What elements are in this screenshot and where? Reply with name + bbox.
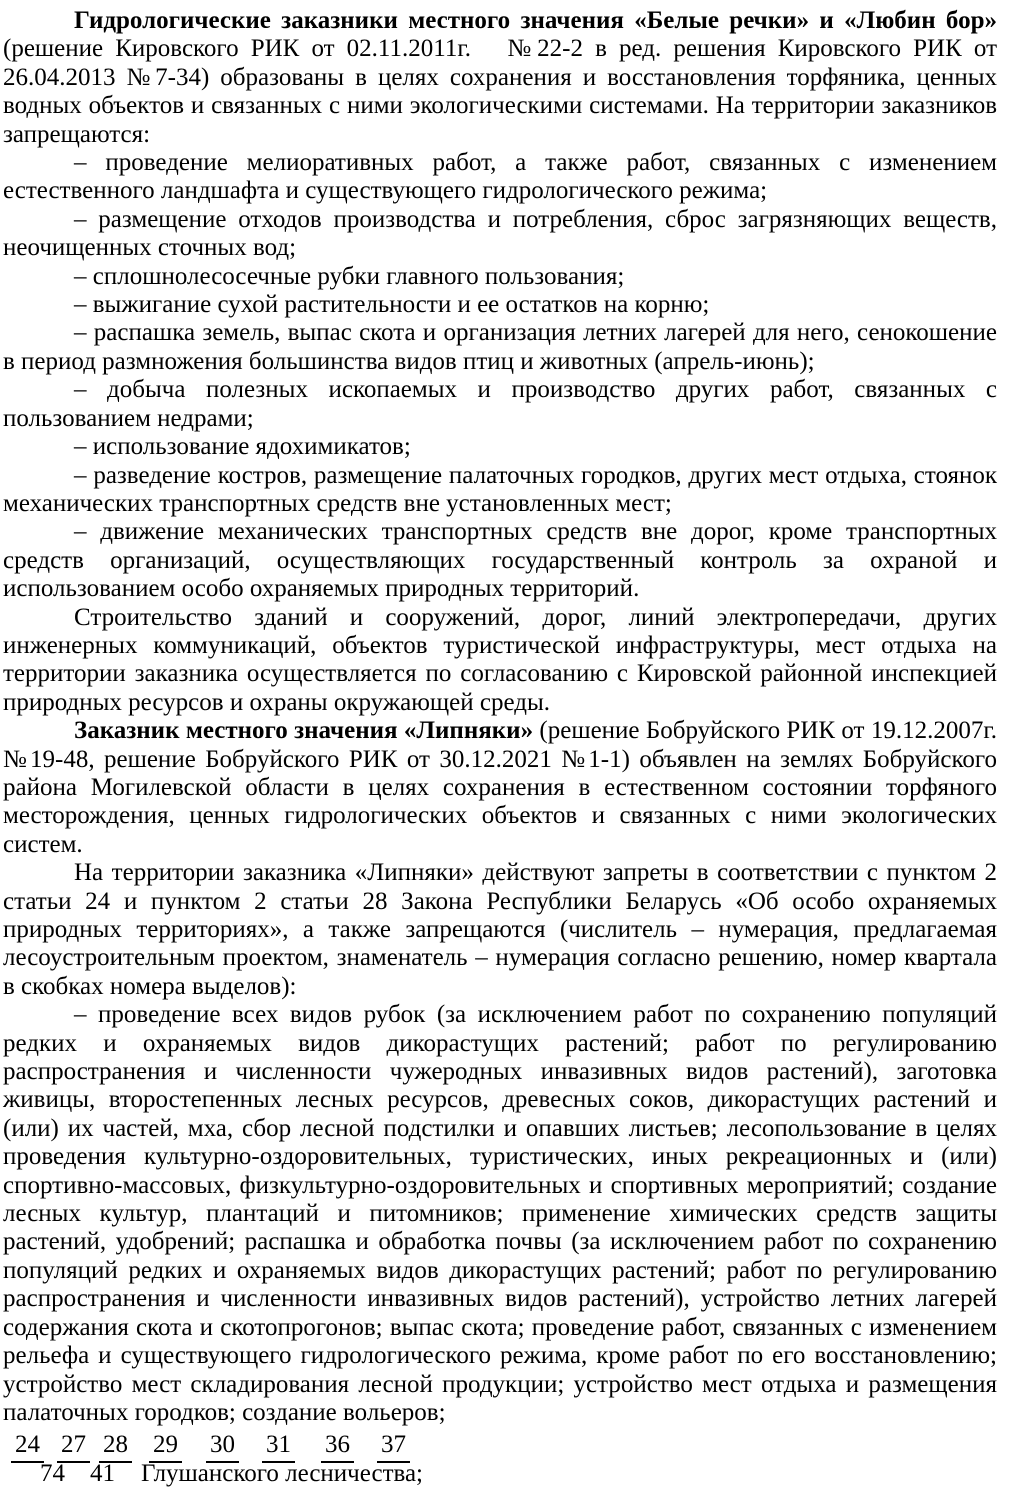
quarter-numbers-denominator-row [3, 1460, 997, 1489]
prohibition-item-melioration [3, 149, 997, 206]
quarter-numerator: 36 [321, 1431, 354, 1462]
paragraph-text: – добыча полезных ископаемых и производство других работ, связанных с пользованием недрами; [3, 376, 997, 432]
paragraph-text: – движение механических транспортных средств вне дорог, кроме транспортных средств организаций, осуществляющих государственный контроль за охраной и использованием особо охраняемых природных территорий. [3, 518, 997, 603]
paragraph-text: – размещение отходов производства и потребления, сброс загрязняющих веществ, неочищенных сточных вод; [3, 205, 997, 262]
paragraph-text: – проведение мелиоративных работ, а также работ, связанных с изменением естественного ландшафта и существующего гидрологического режима; [3, 149, 997, 205]
quarter-numerator: 24 [11, 1431, 44, 1462]
quarter-denominator: 74 [40, 1460, 65, 1488]
prohibition-item-waste [3, 206, 997, 263]
quarter-numerator: 28 [99, 1431, 132, 1462]
reserve-name-bold-lipnyaki: Заказник местного значения «Липняки» [74, 717, 534, 745]
lipnyaki-paragraph [3, 717, 997, 859]
intro-paragraph-belye-rechki [3, 7, 997, 149]
quarter-numbers-numerator-row [3, 1431, 997, 1460]
prohibition-item-campfires [3, 462, 997, 519]
paragraph-text: – использование ядохимикатов; [74, 433, 411, 461]
prohibition-item-clearcut [3, 263, 997, 291]
prohibition-item-logging-detailed [3, 1001, 997, 1427]
quarter-numerator: 27 [57, 1431, 90, 1462]
prohibition-item-plowing [3, 319, 997, 376]
quarter-numerator: 37 [377, 1431, 410, 1462]
paragraph-text: Строительство зданий и сооружений, дорог, линий электропередачи, других инженерных коммуникаций, объектов туристической инфраструктуры, мест отдыха на территории заказника осуществляется по согласованию с Кировской районной инспекцией природных ресурсов и охраны окружающей среды. [3, 603, 997, 716]
paragraph-text: – распашка земель, выпас скота и организация летних лагерей для него, сенокошение в период размножения большинства видов птиц и животных (апрель-июнь); [3, 319, 997, 375]
quarter-numerator: 29 [149, 1431, 182, 1462]
prohibition-item-mining [3, 376, 997, 433]
reserve-name-bold-belye-rechki: Гидрологические заказники местного значения «Белые речки» и «Любин бор» [74, 7, 997, 34]
paragraph-text: – проведение всех видов рубок (за исключением работ по сохранению популяций редких и охраняемых видов дикорастущих растений; работ по регулированию распространения и численности чужеродных инвазивных видов растений), заготовка живицы, второстепенных лесных ресурсов, древесных соков, дикорастущих растений и (или) их частей, мха, сбор лесной подстилки и опавших листьев; лесопользование в целях проведения культурно-оздоровительных, туристических, иных рекреационных и (или) спортивно-массовых, физкультурно-оздоровительных и спортивных мероприятий; создание лесных культур, плантаций и питомников; применение химических средств защиты растений, удобрений; распашка и обработка почвы (за исключением работ по сохранению популяций редких и охраняемых видов дикорастущих растений; работ по регулированию распространения и численности инвазивных видов растений), устройство летних лагерей содержания скота и скотопрогонов; выпас скота; проведение работ, связанных с изменением рельефа и существующего гидрологического режима, кроме работ по его восстановлению; устройство мест складирования лесной продукции; устройство мест отдыха и размещения палаточных городков; создание вольеров; [3, 1001, 997, 1426]
forestry-label: Глушанского лесничества; [141, 1460, 424, 1488]
quarter-numerator: 31 [262, 1431, 295, 1462]
quarter-numerator: 30 [206, 1431, 239, 1462]
construction-approval-paragraph [3, 604, 997, 718]
prohibition-item-pesticides [3, 433, 997, 461]
paragraph-text: – сплошнолесосечные рубки главного пользования; [74, 262, 625, 290]
paragraph-text: На территории заказника «Липняки» действуют запреты в соответствии с пунктом 2 статьи 24 и пунктом 2 статьи 28 Закона Республики Беларусь «Об особо охраняемых природных территориях», а также запрещаются (числитель – нумерация, предлагаемая лесоустроительным проектом, знаменатель – нумерация согласно решению, номер квартала в скобках номера выделов): [3, 859, 997, 1000]
quarter-denominator: 41 [90, 1460, 115, 1488]
prohibition-item-burning [3, 291, 997, 319]
lipnyaki-prohibitions-intro [3, 859, 997, 1001]
paragraph-text: (решение Бобруйского РИК от 19.12.2007г. №19-48, решение Бобруйского РИК от 30.12.2021 №1-1) объявлен на землях Бобруйского района Могилевской области в целях сохранения в естественном состоянии торфяного месторождения, ценных гидрологических объектов и связанных с ними экологических систем. [3, 717, 998, 858]
paragraph-text: – разведение костров, размещение палаточных городков, других мест отдыха, стоянок механических транспортных средств вне установленных мест; [3, 461, 997, 517]
paragraph-text: – выжигание сухой растительности и ее остатков на корню; [74, 291, 710, 319]
paragraph-text: (решение Кировского РИК от 02.11.2011г. №22-2 в ред. решения Кировского РИК от 26.04.2013 №7-34) образованы в целях сохранения и восстановления торфяника, ценных водных объектов и связанных с ними экологическими системами. На территории заказников запрещаются: [3, 35, 997, 148]
prohibition-item-vehicles [3, 518, 997, 603]
